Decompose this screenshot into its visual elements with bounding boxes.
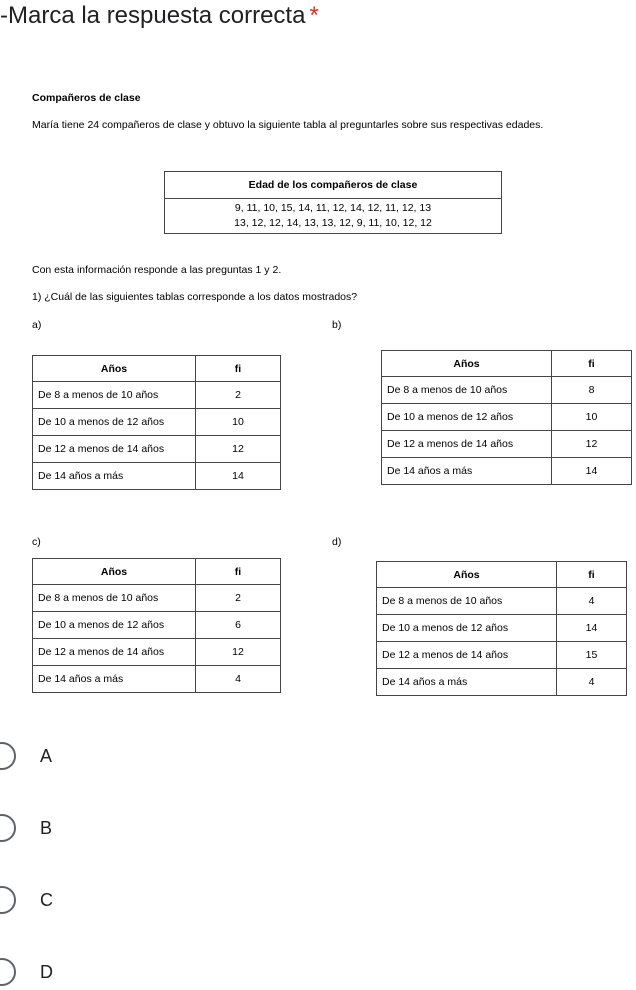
table-cell: De 12 a menos de 14 años <box>382 431 552 458</box>
radio-button-a[interactable] <box>0 742 16 770</box>
frequency-table-c <box>32 558 281 693</box>
table-cell: 14 <box>196 463 281 490</box>
table-cell: De 8 a menos de 10 años <box>382 377 552 404</box>
age-row-1: 9, 11, 10, 15, 14, 11, 12, 14, 12, 11, 12, 13 <box>234 202 432 214</box>
col-years: Años <box>33 356 196 382</box>
option-c[interactable] <box>0 882 200 918</box>
option-c-label[interactable]: C <box>40 889 53 910</box>
table-cell: De 12 a menos de 14 años <box>33 436 196 463</box>
col-years: Años <box>377 562 557 588</box>
col-fi: fi <box>196 559 281 585</box>
table-cell: 4 <box>196 666 281 693</box>
table-cell: 4 <box>557 669 627 696</box>
doc-question-1: 1) ¿Cuál de las siguientes tablas corresponde a los datos mostrados? <box>32 291 358 303</box>
age-table-values <box>165 199 502 234</box>
option-d-label[interactable]: D <box>40 961 53 982</box>
table-cell: De 10 a menos de 12 años <box>382 404 552 431</box>
table-a-label: a) <box>32 319 42 331</box>
table-cell: 10 <box>196 409 281 436</box>
doc-instruction: Con esta información responde a las preguntas 1 y 2. <box>32 264 282 276</box>
age-table <box>164 171 502 234</box>
table-cell: De 8 a menos de 10 años <box>377 588 557 615</box>
table-c-label: c) <box>32 536 41 548</box>
table-cell: 12 <box>552 431 632 458</box>
doc-intro: María tiene 24 compañeros de clase y obtuvo la siguiente tabla al preguntarles sobre sus respectivas edades. <box>32 119 544 131</box>
table-cell: De 10 a menos de 12 años <box>377 615 557 642</box>
table-cell: 15 <box>557 642 627 669</box>
table-cell: 12 <box>196 639 281 666</box>
table-cell: 14 <box>557 615 627 642</box>
col-fi: fi <box>552 351 632 377</box>
table-cell: 8 <box>552 377 632 404</box>
table-cell: 2 <box>196 585 281 612</box>
table-cell: De 14 años a más <box>377 669 557 696</box>
table-cell: 10 <box>552 404 632 431</box>
radio-button-d[interactable] <box>0 958 16 986</box>
table-cell: De 8 a menos de 10 años <box>33 585 196 612</box>
table-cell: De 12 a menos de 14 años <box>33 639 196 666</box>
col-years: Años <box>382 351 552 377</box>
table-cell: De 14 años a más <box>382 458 552 485</box>
frequency-table-b <box>381 350 632 485</box>
table-cell: De 14 años a más <box>33 463 196 490</box>
col-years: Años <box>33 559 196 585</box>
frequency-table-d <box>376 561 627 696</box>
table-cell: De 8 a menos de 10 años <box>33 382 196 409</box>
age-table-header: Edad de los compañeros de clase <box>165 172 502 199</box>
option-b-label[interactable]: B <box>40 817 53 838</box>
col-fi: fi <box>557 562 627 588</box>
table-cell: 12 <box>196 436 281 463</box>
doc-heading: Compañeros de clase <box>32 92 141 104</box>
table-cell: De 14 años a más <box>33 666 196 693</box>
table-cell: 6 <box>196 612 281 639</box>
option-a-label[interactable]: A <box>40 745 53 766</box>
table-cell: De 10 a menos de 12 años <box>33 612 196 639</box>
table-d-label: d) <box>332 536 342 548</box>
question-title-text: -Marca la respuesta correcta <box>0 2 306 29</box>
table-cell: 4 <box>557 588 627 615</box>
table-cell: 2 <box>196 382 281 409</box>
option-d[interactable] <box>0 954 200 990</box>
option-a[interactable] <box>0 738 200 774</box>
table-cell: De 10 a menos de 12 años <box>33 409 196 436</box>
required-asterisk: * <box>309 2 319 29</box>
table-cell: De 12 a menos de 14 años <box>377 642 557 669</box>
option-b[interactable] <box>0 810 200 846</box>
radio-button-b[interactable] <box>0 814 16 842</box>
table-b-label: b) <box>332 319 342 331</box>
age-row-2: 13, 12, 12, 14, 13, 13, 12, 9, 11, 10, 12, 12 <box>234 217 432 229</box>
col-fi: fi <box>196 356 281 382</box>
table-cell: 14 <box>552 458 632 485</box>
frequency-table-a <box>32 355 281 490</box>
radio-button-c[interactable] <box>0 886 16 914</box>
